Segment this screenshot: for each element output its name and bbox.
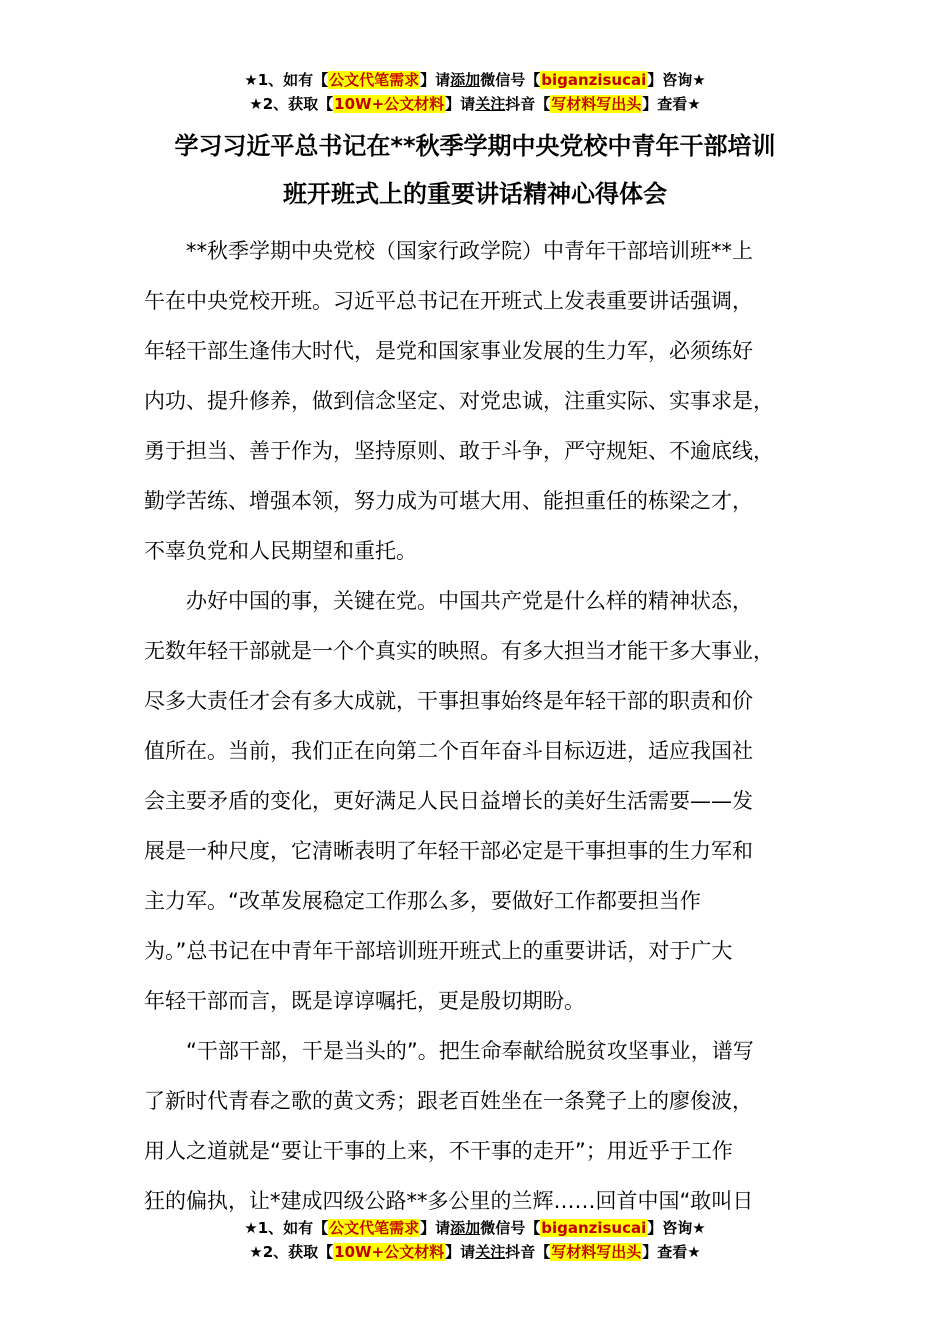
banner-text: 】咨询 <box>647 71 693 89</box>
underline-add: 添加 <box>450 1219 481 1237</box>
paragraph-1 <box>144 226 824 576</box>
banner-text: 】请 <box>420 71 451 89</box>
highlight-wechat-id: biganzisucai <box>541 71 647 89</box>
text-line: 内功、提升修养，做到信念坚定、对党忠诚，注重实际、实事求是， <box>144 389 774 413</box>
text-line: 值所在。当前，我们正在向第二个百年奋斗目标迈进，适应我国社 <box>144 739 753 763</box>
star-icon: ★ <box>249 95 263 113</box>
banner-text: 】请 <box>445 95 476 113</box>
paragraph-3 <box>144 1026 824 1226</box>
text-line: 无数年轻干部就是一个个真实的映照。有多大担当才能干多大事业， <box>144 639 774 663</box>
banner-text: 微信号【 <box>480 1219 541 1237</box>
banner-text: 1、如有【 <box>257 71 329 89</box>
highlight-ghostwriting: 公文代笔需求 <box>329 71 420 89</box>
banner-text: 微信号【 <box>480 71 541 89</box>
title-line-2: 班开班式上的重要讲话精神心得体会 <box>283 180 667 208</box>
text-line: 主力军。“改革发展稳定工作那么多，要做好工作都要担当作 <box>144 889 701 913</box>
underline-add: 添加 <box>450 71 481 89</box>
document-body <box>144 226 824 1226</box>
top-banner <box>0 68 950 116</box>
banner-text: 】咨询 <box>647 1219 693 1237</box>
highlight-ghostwriting: 公文代笔需求 <box>329 1219 420 1237</box>
text-line: 勇于担当、善于作为，坚持原则、敢于斗争，严守规矩、不逾底线， <box>144 439 774 463</box>
star-icon: ★ <box>687 95 701 113</box>
banner-text: 】查看 <box>642 95 688 113</box>
text-line: 年轻干部生逢伟大时代，是党和国家事业发展的生力军，必须练好 <box>144 339 753 363</box>
banner-line-2 <box>0 92 950 116</box>
text-line: 年轻干部而言，既是谆谆嘱托，更是殷切期盼。 <box>144 989 585 1013</box>
star-icon: ★ <box>249 1243 263 1261</box>
highlight-wechat-id: biganzisucai <box>541 1219 647 1237</box>
banner-line-2 <box>0 1240 950 1264</box>
text-line: 办好中国的事，关键在党。中国共产党是什么样的精神状态， <box>186 589 753 613</box>
text-line: 午在中央党校开班。习近平总书记在开班式上发表重要讲话强调， <box>144 289 753 313</box>
text-line: “干部干部，干是当头的”。把生命奉献给脱贫攻坚事业，谱写 <box>186 1039 754 1063</box>
star-icon: ★ <box>244 1219 258 1237</box>
banner-text: 1、如有【 <box>257 1219 329 1237</box>
underline-follow: 关注 <box>475 1243 506 1261</box>
text-line: 了新时代青春之歌的黄文秀；跟老百姓坐在一条凳子上的廖俊波， <box>144 1089 753 1113</box>
text-line: 尽多大责任才会有多大成就，干事担事始终是年轻干部的职责和价 <box>144 689 753 713</box>
highlight-douyin-account: 写材料写出头 <box>551 1243 642 1261</box>
text-line: **秋季学期中央党校（国家行政学院）中青年干部培训班**上 <box>186 239 753 263</box>
banner-text: 抖音【 <box>505 95 551 113</box>
banner-text: 抖音【 <box>505 1243 551 1261</box>
underline-follow: 关注 <box>475 95 506 113</box>
text-line: 会主要矛盾的变化，更好满足人民日益增长的美好生活需要——发 <box>144 789 753 813</box>
star-icon: ★ <box>244 71 258 89</box>
bottom-banner <box>0 1216 950 1264</box>
text-line: 展是一种尺度，它清晰表明了年轻干部必定是干事担事的生力军和 <box>144 839 753 863</box>
banner-line-1 <box>0 1216 950 1240</box>
highlight-materials: 10W+公文材料 <box>334 95 445 113</box>
highlight-douyin-account: 写材料写出头 <box>551 95 642 113</box>
title-line-1: 学习习近平总书记在**秋季学期中央党校中青年干部培训 <box>174 132 776 160</box>
highlight-materials: 10W+公文材料 <box>334 1243 445 1261</box>
star-icon: ★ <box>692 71 706 89</box>
star-icon: ★ <box>692 1219 706 1237</box>
banner-text: 2、获取【 <box>262 1243 334 1261</box>
text-line: 狂的偏执，让*建成四级公路**多公里的兰辉……回首中国“敢叫日 <box>144 1189 754 1213</box>
banner-text: 2、获取【 <box>262 95 334 113</box>
text-line: 为。”总书记在中青年干部培训班开班式上的重要讲话，对于广大 <box>144 939 733 963</box>
banner-line-1 <box>0 68 950 92</box>
text-line: 不辜负党和人民期望和重托。 <box>144 539 417 563</box>
banner-text: 】请 <box>445 1243 476 1261</box>
paragraph-2 <box>144 576 824 1026</box>
document-title <box>0 122 950 218</box>
text-line: 用人之道就是“要让干事的上来，不干事的走开”；用近乎于工作 <box>144 1139 733 1163</box>
banner-text: 】查看 <box>642 1243 688 1261</box>
text-line: 勤学苦练、增强本领，努力成为可堪大用、能担重任的栋梁之才， <box>144 489 753 513</box>
star-icon: ★ <box>687 1243 701 1261</box>
banner-text: 】请 <box>420 1219 451 1237</box>
